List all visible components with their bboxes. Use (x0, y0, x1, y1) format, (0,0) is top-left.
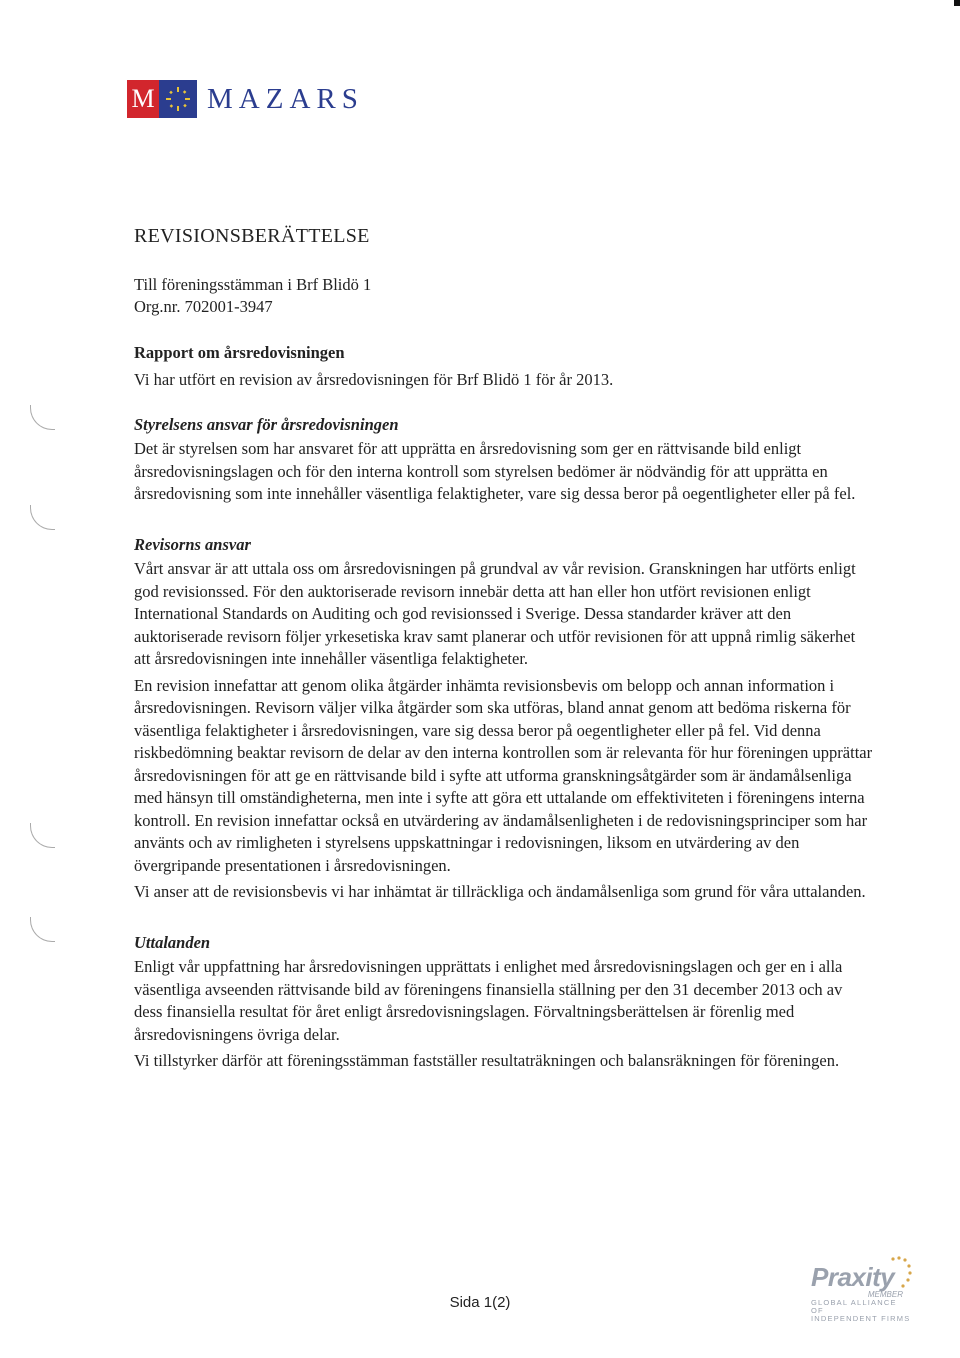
auditor-heading: Revisorns ansvar (134, 534, 251, 554)
punch-mark (30, 823, 55, 848)
intro-paragraph: Vi har utfört en revision av årsredovisningen för Brf Blidö 1 för år 2013. (134, 370, 614, 389)
board-heading: Styrelsens ansvar för årsredovisningen (134, 414, 399, 434)
praxity-tagline-2: INDEPENDENT FIRMS (811, 1314, 911, 1323)
punch-mark (30, 405, 55, 430)
statements-paragraph-1: Enligt vår uppfattning har årsredovisningen upprättats i enlighet med årsredovisningslagen och ger en i alla väsentliga avseenden rättvisande bild av föreningens finansiella ställning per den 31 december 2013 och av dess finansiella resultat för året enligt årsredovisningslagen. Förvaltningsberättelsen är förenlig med årsredovisningens övriga delar. (134, 957, 843, 1044)
praxity-tagline-1: GLOBAL ALLIANCE OF (811, 1298, 897, 1315)
report-heading: Rapport om årsredovisningen (134, 342, 345, 362)
logo-wordmark: MAZARS (207, 82, 364, 115)
auditor-paragraph-3: Vi anser att de revisionsbevis vi har inhämtat är tillräckliga och ändamålsenliga som grund för våra uttalanden. (134, 882, 866, 901)
praxity-wordmark: Praxity (811, 1262, 895, 1292)
document-body (134, 225, 874, 1077)
praxity-member-label: MEMBER (867, 1290, 903, 1299)
mazars-logo (127, 80, 364, 118)
recipient-line: Till föreningsstämman i Brf Blidö 1 (134, 274, 372, 294)
logo-letter: M (127, 80, 159, 118)
auditor-paragraph-2: En revision innefattar att genom olika åtgärder inhämta revisionsbevis om belopp och annan information i årsredovisningen. Revisorn väljer vilka åtgärder som ska utföras, bland annat genom att bedöma riskerna för väsentliga felaktigheter i årsredovisningen, vare sig dessa beror på oegentligheter eller på fel. Vid denna riskbedömning beaktar revisorn de delar av den interna kontrollen som är relevanta för hur föreningen upprättar årsredovisningen för att ge en rättvisande bild i syfte att utforma granskningsåtgärder som är ändamålsenliga med hänsyn till omständigheterna, men inte i syfte att göra ett uttalande om effektiviteten i föreningens interna kontroll. En revision innefattar också en utvärdering av ändamålsenligheten i de redovisningsprinciper som har använts och av rimligheten i styrelsens uppskattningar i redovisningen, liksom en utvärdering av den övergripande presentationen i årsredovisningen. (134, 675, 873, 875)
praxity-logo (811, 1262, 911, 1323)
praxity-dots-icon (889, 1256, 913, 1296)
punch-mark (30, 917, 55, 942)
document-title: REVISIONSBERÄTTELSE (134, 225, 370, 247)
logo-star-icon (159, 80, 197, 118)
statements-paragraph-2: Vi tillstyrker därför att föreningsstämman fastställer resultaträkningen och balansräkningen för föreningen. (134, 1051, 840, 1070)
org-number: Org.nr. 702001-3947 (134, 297, 273, 316)
scan-corner-mark (954, 0, 960, 6)
board-paragraph: Det är styrelsen som har ansvaret för att upprätta en årsredovisning som ger en rättvisande bild enligt årsredovisningslagen och för den interna kontroll som styrelsen bedömer är nödvändig för att upprätta en årsredovisning som inte innehåller väsentliga felaktigheter, vare sig dessa beror på oegentligheter eller på fel. (134, 439, 856, 503)
page-number: Sida 1(2) (449, 1294, 511, 1311)
auditor-paragraph-1: Vårt ansvar är att uttala oss om årsredovisningen på grundval av vår revision. Granskningen har utförts enligt god revisionssed. För den auktoriserade revisorn innebär detta att han eller hon utfört revisionen enligt International Standards on Auditing och god revisionssed i Sverige. Dessa standarder kräver att den auktoriserade revisorn följer yrkesetiska krav samt planerar och utför revisionen för att uppnå rimlig säkerhet att årsredovisningen inte innehåller väsentliga felaktigheter. (134, 559, 856, 668)
punch-mark (30, 505, 55, 530)
addressee-block (134, 274, 874, 319)
statements-heading: Uttalanden (134, 932, 211, 952)
